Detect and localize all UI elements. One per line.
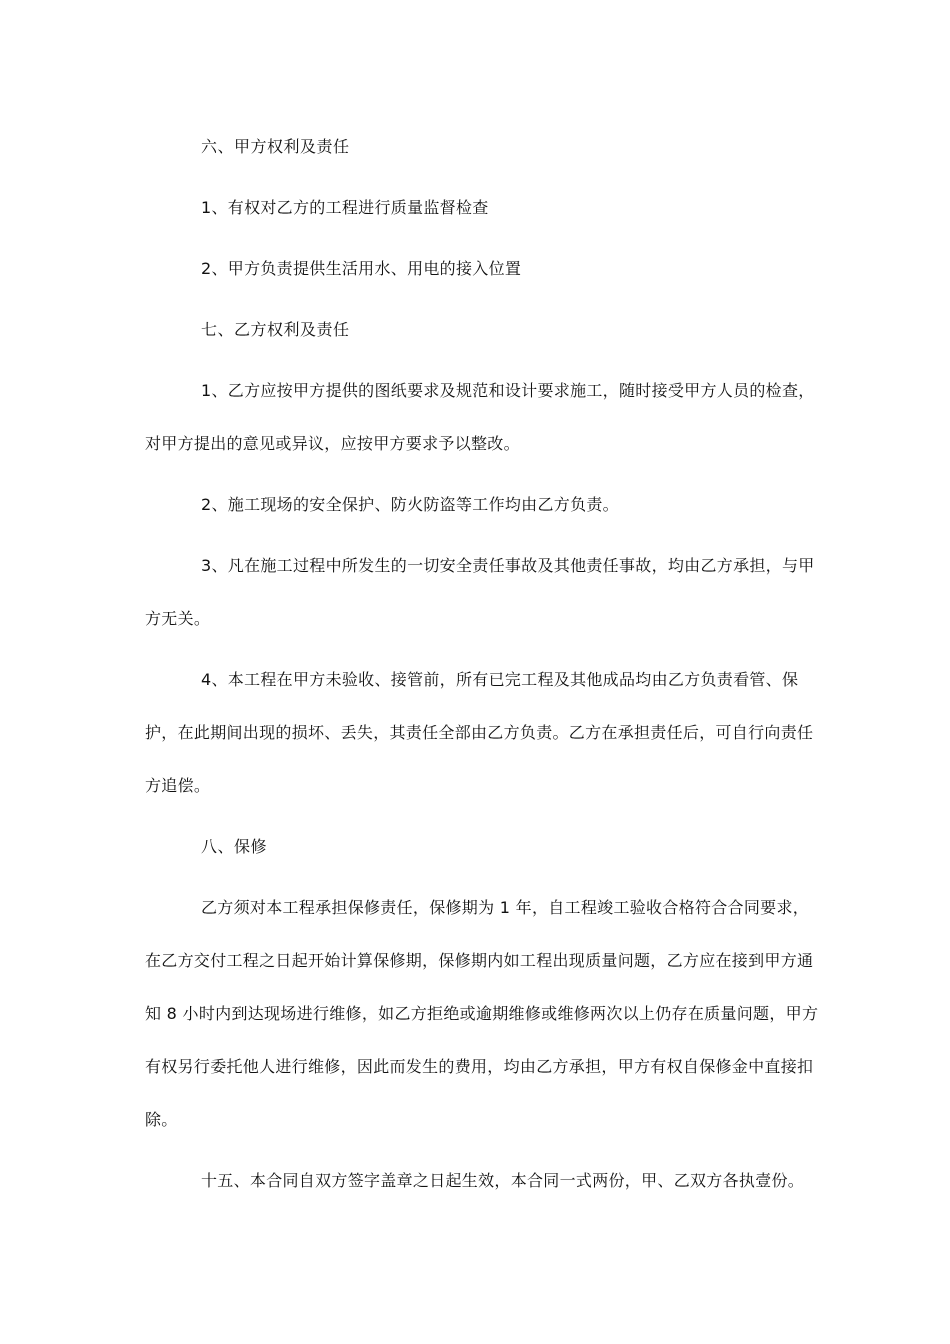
section-7-heading: 七、乙方权利及责任 [201, 320, 350, 339]
section-8-heading: 八、保修 [201, 837, 268, 856]
section-6-heading: 六、甲方权利及责任 [201, 137, 350, 156]
section-7-item-4: 4、本工程在甲方未验收、接管前，所有已完工程及其他成品均由乙方负责看管、保护，在此期间出现的损坏、丢失，其责任全部由乙方负责。乙方在承担责任后，可自行向责任方追偿。 [145, 670, 814, 795]
section-7-item-2: 2、施工现场的安全保护、防火防盗等工作均由乙方负责。 [201, 495, 619, 514]
section-6-item-2: 2、甲方负责提供生活用水、用电的接入位置 [201, 259, 522, 278]
section-7-item-3: 3、凡在施工过程中所发生的一切安全责任事故及其他责任事故，均由乙方承担，与甲方无关。 [145, 556, 815, 628]
section-7-item-1: 1、乙方应按甲方提供的图纸要求及规范和设计要求施工，随时接受甲方人员的检查，对甲方提出的意见或异议，应按甲方要求予以整改。 [145, 381, 815, 453]
section-6-item-1: 1、有权对乙方的工程进行质量监督检查 [201, 198, 489, 217]
section-15-clause: 十五、本合同自双方签字盖章之日起生效，本合同一式两份，甲、乙双方各执壹份。 [201, 1171, 805, 1190]
document-body [145, 120, 825, 1207]
section-8-body: 乙方须对本工程承担保修责任，保修期为 1 年，自工程竣工验收合格符合合同要求，在乙方交付工程之日起开始计算保修期，保修期内如工程出现质量问题，乙方应在接到甲方通知 8 小时内到达现场进行维修，如乙方拒绝或逾期维修或维修两次以上仍存在质量问题，甲方有权另行委托他人进行维修，因此而发生的费用，均由乙方承担，甲方有权自保修金中直接扣除。 [145, 898, 819, 1129]
